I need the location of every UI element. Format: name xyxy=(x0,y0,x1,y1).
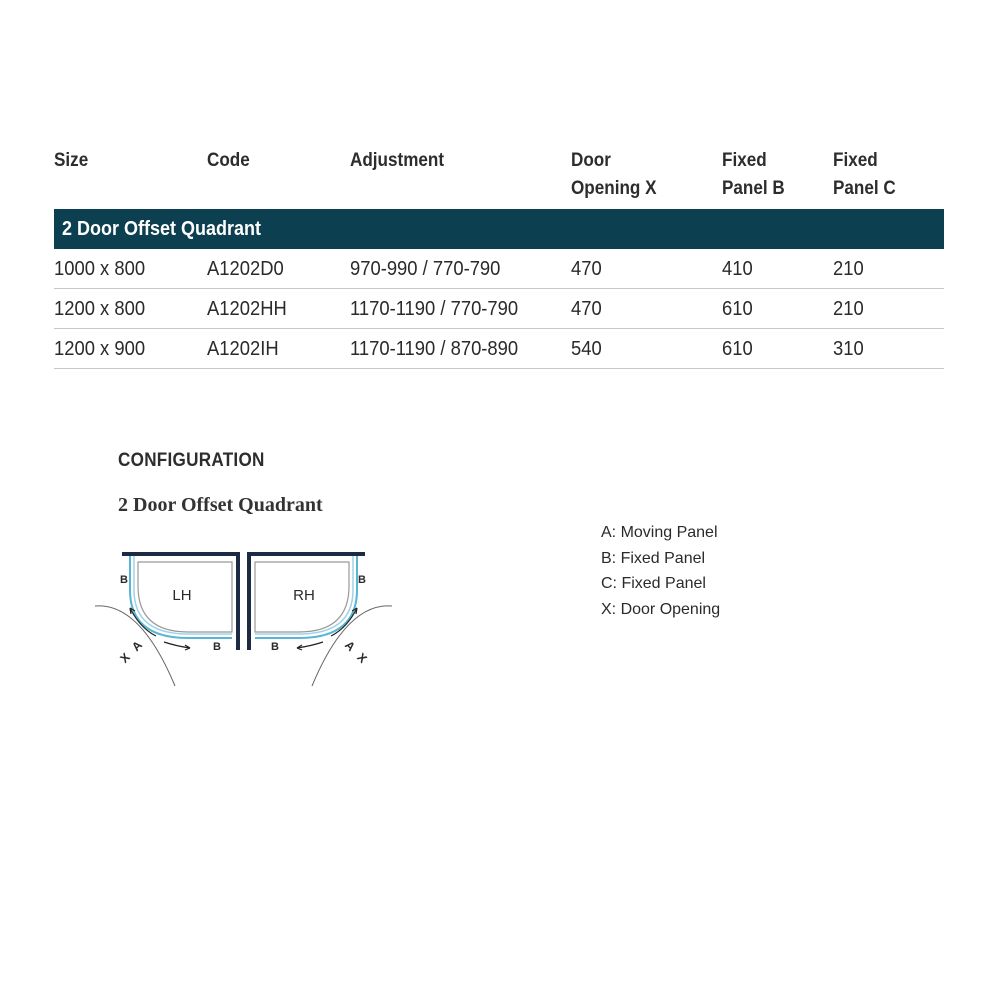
cell-fixed-panel-b: 610 xyxy=(722,338,753,360)
header-adjustment: Adjustment xyxy=(350,150,445,171)
cell-door-opening: 470 xyxy=(571,298,602,320)
configuration-diagram xyxy=(90,540,410,690)
header-door-opening: Door Opening X xyxy=(571,150,657,199)
rh-label-b-bottom: B xyxy=(271,641,279,653)
legend-item: C: Fixed Panel xyxy=(601,575,706,592)
header-fixed-panel-b: Fixed Panel B xyxy=(722,150,785,199)
cell-door-opening: 540 xyxy=(571,338,602,360)
cell-fixed-panel-b: 610 xyxy=(722,298,753,320)
section-title: 2 Door Offset Quadrant xyxy=(62,218,262,240)
diagram-legend xyxy=(601,520,720,622)
cell-code: A1202D0 xyxy=(207,258,284,280)
cell-fixed-panel-c: 210 xyxy=(833,258,864,280)
configuration-subtitle: 2 Door Offset Quadrant xyxy=(118,494,323,516)
lh-enclosure xyxy=(95,554,238,686)
rh-label-x: X xyxy=(354,650,370,666)
configuration-heading: CONFIGURATION xyxy=(118,450,265,471)
section-band xyxy=(54,209,944,249)
cell-code: A1202HH xyxy=(207,298,287,320)
legend-item: B: Fixed Panel xyxy=(601,549,706,567)
table-row xyxy=(54,329,944,369)
lh-label-a: A xyxy=(128,637,146,655)
cell-size: 1200 x 800 xyxy=(54,298,146,320)
lh-label: LH xyxy=(172,587,192,604)
rh-enclosure xyxy=(249,554,392,686)
rh-label-a: A xyxy=(341,637,359,655)
header-size: Size xyxy=(54,150,89,171)
lh-label-x: X xyxy=(117,650,133,666)
cell-size: 1000 x 800 xyxy=(54,258,146,280)
table-row xyxy=(54,249,944,289)
cell-adjustment: 970-990 / 770-790 xyxy=(350,258,501,280)
legend-item: X: Door Opening xyxy=(601,600,721,618)
cell-code: A1202IH xyxy=(207,338,279,360)
cell-fixed-panel-c: 310 xyxy=(833,338,864,360)
table-header-row xyxy=(54,147,944,209)
header-fixed-panel-c: Fixed Panel C xyxy=(833,150,896,199)
cell-adjustment: 1170-1190 / 770-790 xyxy=(350,298,519,320)
cell-door-opening: 470 xyxy=(571,258,602,280)
lh-label-b-bottom: B xyxy=(213,641,221,653)
cell-adjustment: 1170-1190 / 870-890 xyxy=(350,338,519,360)
cell-size: 1200 x 900 xyxy=(54,338,146,360)
rh-label: RH xyxy=(293,587,315,604)
header-code: Code xyxy=(207,150,250,171)
legend-item: A: Moving Panel xyxy=(601,524,718,541)
rh-label-b-side: B xyxy=(358,574,366,586)
specification-table xyxy=(54,147,944,369)
table-row xyxy=(54,289,944,329)
cell-fixed-panel-b: 410 xyxy=(722,258,753,280)
lh-label-b-side: B xyxy=(120,574,128,586)
cell-fixed-panel-c: 210 xyxy=(833,298,864,320)
